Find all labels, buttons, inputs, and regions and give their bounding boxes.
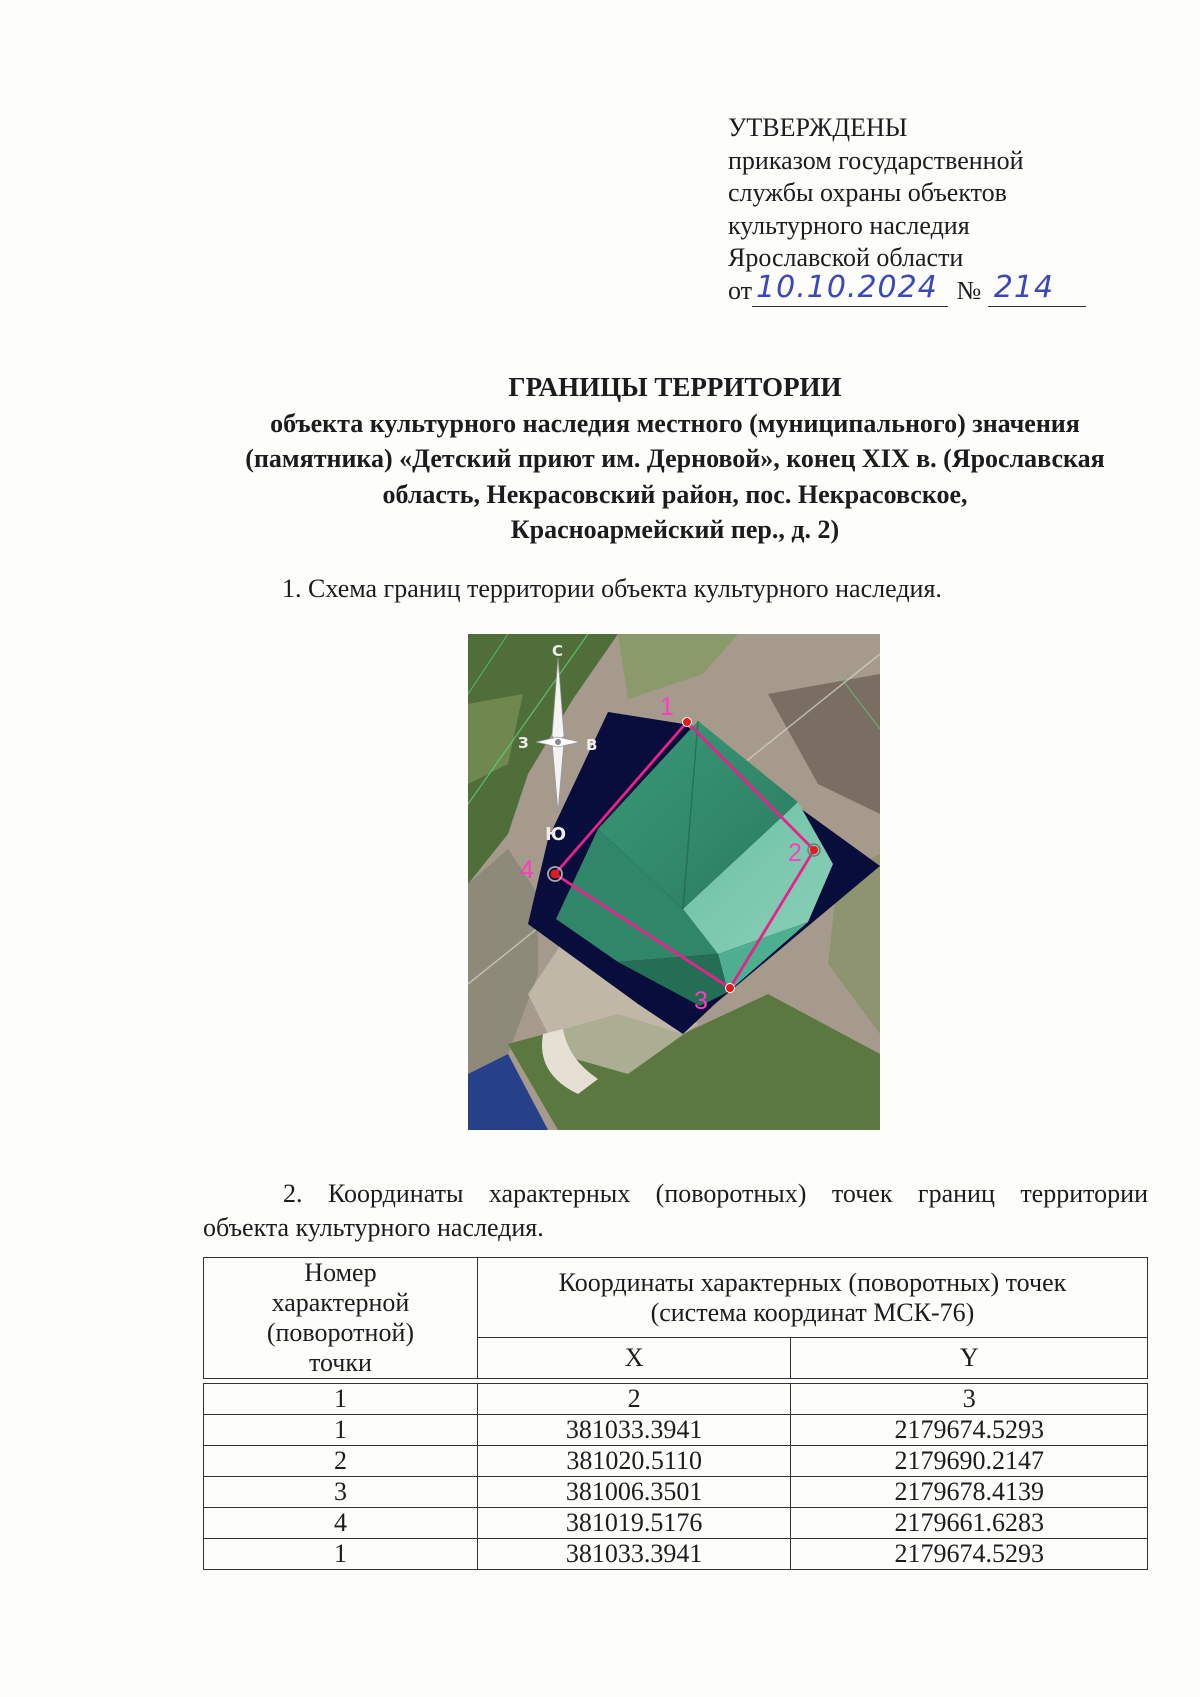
- point-label-4: 4: [520, 856, 534, 884]
- y-cell: 2179661.6283: [791, 1508, 1148, 1539]
- point-cell: 4: [204, 1508, 478, 1539]
- table-row: [204, 1477, 1148, 1508]
- number-prefix: №: [956, 275, 982, 305]
- table-row: [204, 1539, 1148, 1570]
- boundary-map: [468, 634, 880, 1130]
- table-row: [204, 1508, 1148, 1539]
- section-1-heading: 1. Схема границ территории объекта культурного наследия.: [282, 574, 942, 603]
- title-line: объекта культурного наследия местного (муниципального) значения: [270, 408, 1080, 438]
- numbering-row: [204, 1384, 1148, 1415]
- handwritten-number: 214: [993, 269, 1055, 305]
- header-point-number: Номер характерной (поворотной) точки: [204, 1258, 478, 1379]
- x-cell: 381019.5176: [477, 1508, 791, 1539]
- numbering-cell: 2: [477, 1384, 791, 1415]
- approval-line: приказом государственной: [728, 145, 1024, 175]
- x-cell: 381006.3501: [477, 1477, 791, 1508]
- x-cell: 381020.5110: [477, 1446, 791, 1477]
- point-cell: 2: [204, 1446, 478, 1477]
- section-2-heading: [203, 1177, 1148, 1245]
- header-coordinates-line: (система координат МСК-76): [650, 1297, 975, 1327]
- date-prefix: от: [728, 275, 753, 305]
- approval-title: УТВЕРЖДЕНЫ: [728, 113, 908, 142]
- numbering-cell: 1: [204, 1384, 478, 1415]
- table-row: [204, 1446, 1148, 1477]
- header-coordinates-line: Координаты характерных (поворотных) точек: [558, 1267, 1067, 1297]
- table-row: [204, 1415, 1148, 1446]
- approval-block: [728, 112, 1086, 307]
- point-cell: 3: [204, 1477, 478, 1508]
- document-title: [180, 370, 1170, 548]
- x-cell: 381033.3941: [477, 1539, 791, 1570]
- point-marker: [683, 718, 692, 727]
- y-cell: 2179678.4139: [791, 1477, 1148, 1508]
- point-marker: [551, 870, 560, 879]
- point-label-3: 3: [694, 987, 708, 1015]
- header-x: X: [477, 1338, 791, 1379]
- compass-north-label: С: [552, 642, 564, 660]
- approval-line: культурного наследия: [728, 210, 970, 240]
- handwritten-date: 10.10.2024: [756, 269, 938, 305]
- satellite-map-image: [468, 634, 880, 1130]
- approval-line: службы охраны объектов: [728, 178, 1007, 207]
- y-cell: 2179674.5293: [791, 1539, 1148, 1570]
- point-cell: 1: [204, 1539, 478, 1570]
- y-cell: 2179690.2147: [791, 1446, 1148, 1477]
- point-label-2: 2: [788, 839, 802, 867]
- title-line: Красноармейский пер., д. 2): [510, 515, 840, 544]
- number-field: [988, 269, 1086, 307]
- point-cell: 1: [204, 1415, 478, 1446]
- numbering-cell: 3: [791, 1384, 1148, 1415]
- compass-west-label: З: [518, 734, 529, 752]
- x-cell: 381033.3941: [477, 1415, 791, 1446]
- point-marker: [726, 984, 735, 993]
- coordinates-table: [203, 1257, 1148, 1570]
- title-heading: ГРАНИЦЫ ТЕРРИТОРИИ: [508, 372, 842, 402]
- approval-line: Ярославской области: [728, 243, 964, 272]
- point-marker: [810, 846, 818, 854]
- compass-south-label: Ю: [545, 824, 567, 845]
- approval-date-line: [728, 269, 1086, 308]
- title-line: область, Некрасовский район, пос. Некрасовское,: [382, 479, 968, 509]
- title-line: (памятника) «Детский приют им. Дерновой», конец XIX в. (Ярославская: [245, 444, 1105, 473]
- section-2-line: объекта культурного наследия.: [203, 1213, 544, 1242]
- point-label-1: 1: [660, 693, 674, 721]
- y-cell: 2179674.5293: [791, 1415, 1148, 1446]
- section-2-line: 2. Координаты характерных (поворотных) точек границ территории: [283, 1179, 1148, 1208]
- compass-east-label: В: [586, 736, 598, 754]
- header-y: Y: [791, 1338, 1148, 1379]
- date-field: [752, 269, 948, 307]
- header-coordinates: [477, 1258, 1147, 1338]
